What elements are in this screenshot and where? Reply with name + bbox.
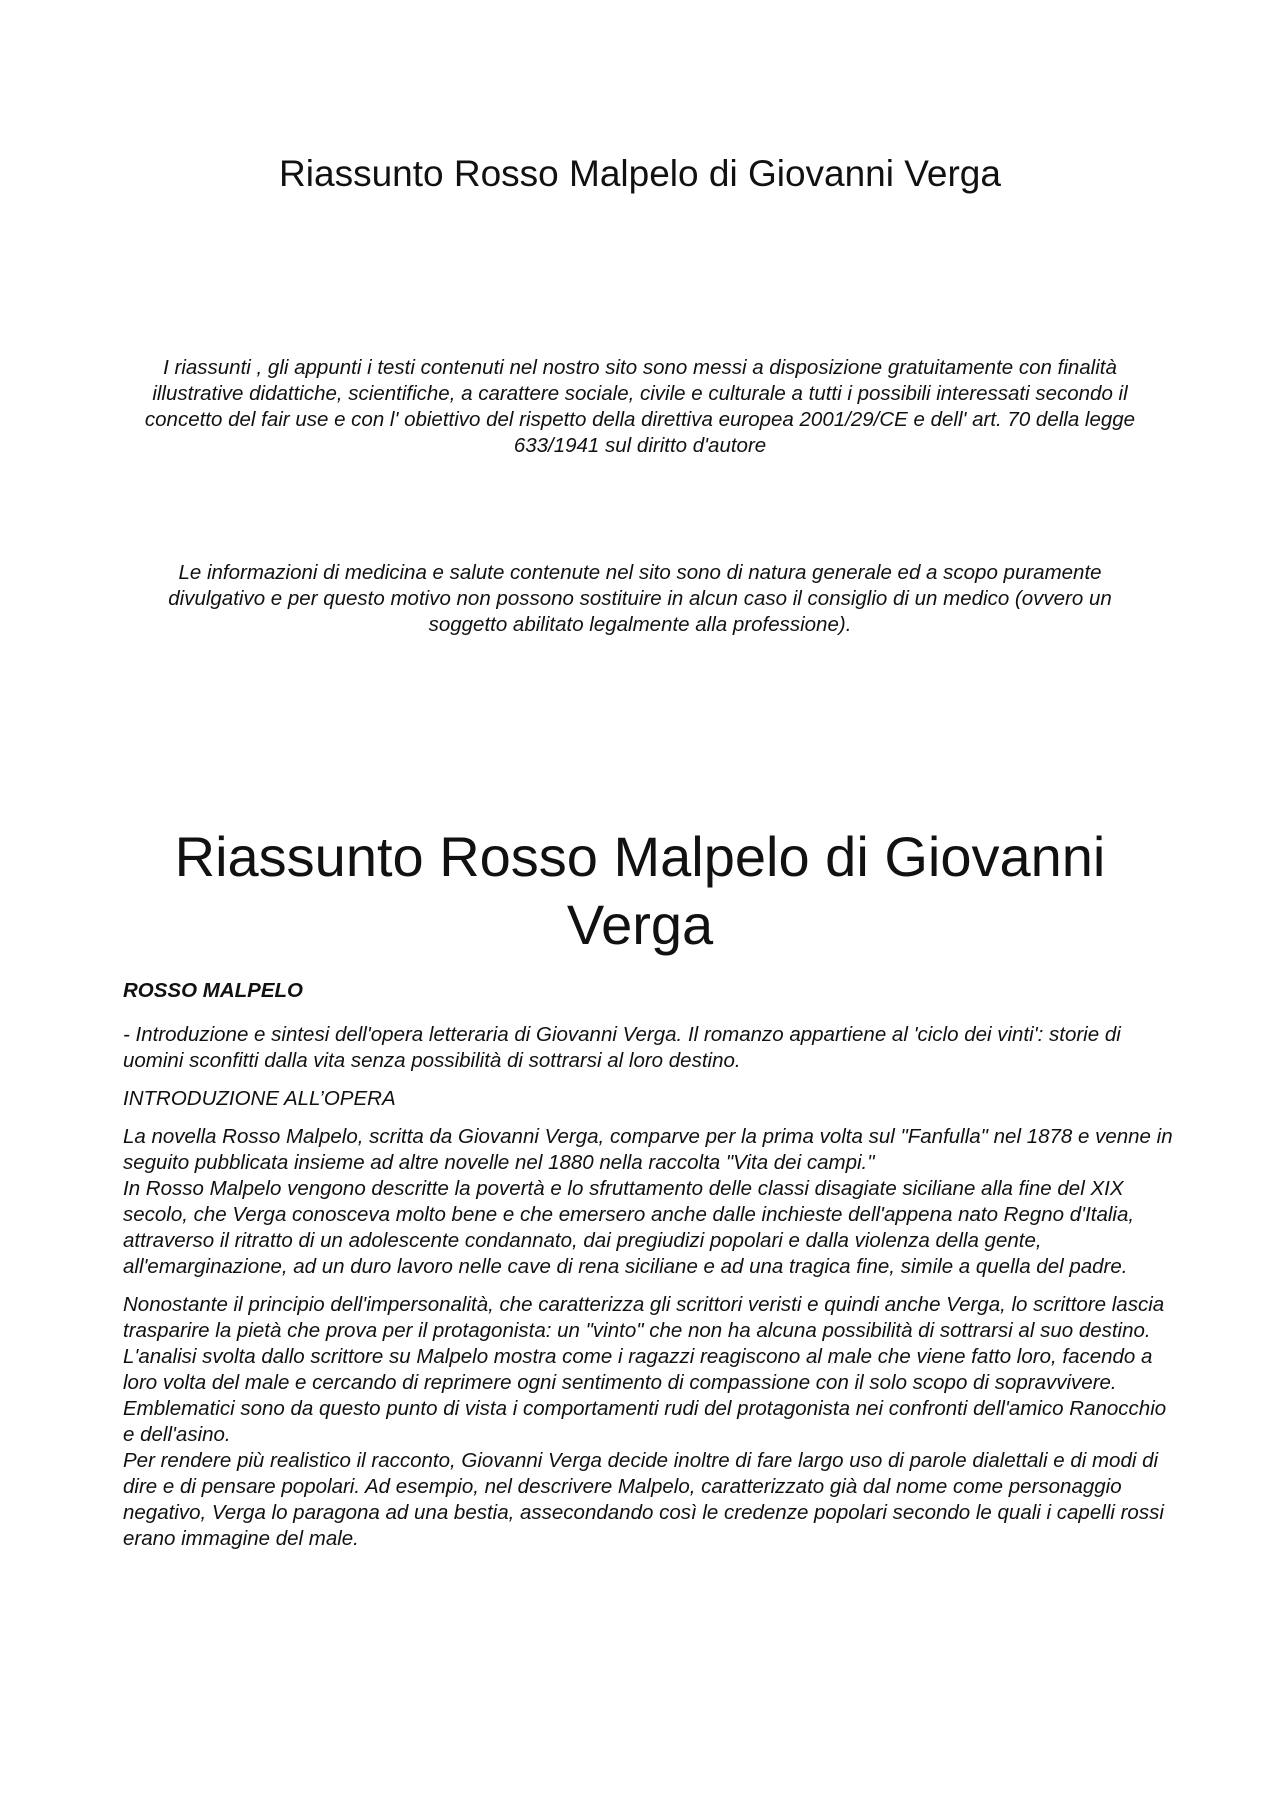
section-label: ROSSO MALPELO bbox=[123, 979, 303, 1002]
header-title: Riassunto Rosso Malpelo di Giovanni Verga bbox=[279, 153, 1001, 194]
body-paragraph: La novella Rosso Malpelo, scritta da Giovanni Verga, comparve per la prima volta sul "Fanfulla" nel 1878 e venne in seguito pubblicata insieme ad altre novelle nel 1880 nella raccolta "Vita dei campi." bbox=[123, 1125, 1173, 1174]
body-paragraph: In Rosso Malpelo vengono descritte la povertà e lo sfruttamento delle classi disagiate siciliane alla fine del XIX secolo, che Verga conosceva molto bene e che emersero anche dalle inchieste dell'appena nato Regno d'Italia, attraverso il ritratto di un adolescente condannato, dai pregiudizi popolari e dalla violenza della gente, all'emarginazione, ad un duro lavoro nelle cave di rena siciliane e ad una tragica fine, simile a quella del padre. bbox=[123, 1177, 1135, 1278]
article-title: Riassunto Rosso Malpelo di Giovanni Verga bbox=[174, 825, 1106, 956]
section-heading: INTRODUZIONE ALL’OPERA bbox=[123, 1087, 396, 1110]
body-paragraph: Emblematici sono da questo punto di vista i comportamenti rudi del protagonista nei confronti dell'amico Ranocchio e dell'asino. bbox=[123, 1397, 1167, 1446]
intro-paragraph: - Introduzione e sintesi dell'opera letteraria di Giovanni Verga. Il romanzo appartiene al 'ciclo dei vinti': storie di uomini sconfitti dalla vita senza possibilità di sottrarsi al loro destino. bbox=[123, 1023, 1121, 1072]
body-paragraph: Per rendere più realistico il racconto, Giovanni Verga decide inoltre di fare largo uso di parole dialettali e di modi di dire e di pensare popolari. Ad esempio, nel descrivere Malpelo, caratterizzato già dal nome come personaggio negativo, Verga lo paragona ad una bestia, assecondando così le credenze popolari secondo le quali i capelli rossi erano immagine del male. bbox=[123, 1449, 1164, 1550]
copyright-disclaimer: I riassunti , gli appunti i testi contenuti nel nostro sito sono messi a disposizione gratuitamente con finalità illustrative didattiche, scientifiche, a carattere sociale, civile e culturale a tutti i possibili interessati secondo il concetto del fair use e con l' obiettivo del rispetto della direttiva europea 2001/29/CE e dell' art. 70 della legge 633/1941 sul diritto d'autore bbox=[144, 356, 1136, 457]
article-body bbox=[123, 978, 1173, 1552]
body-paragraph: Nonostante il principio dell'impersonalità, che caratterizza gli scrittori veristi e quindi anche Verga, lo scrittore lascia trasparire la pietà che prova per il protagonista: un "vinto" che non ha alcuna possibilità di sottrarsi al suo destino. L'analisi svolta dallo scrittore su Malpelo mostra come i ragazzi reagiscono al male che viene fatto loro, facendo a loro volta del male e cercando di reprimere ogni sentimento di compassione con il solo scopo di sopravvivere. bbox=[123, 1293, 1165, 1394]
medical-disclaimer: Le informazioni di medicina e salute contenute nel sito sono di natura generale ed a scopo puramente divulgativo e per questo motivo non possono sostituire in alcun caso il consiglio di un medico (ovvero un soggetto abilitato legalmente alla professione). bbox=[168, 561, 1112, 636]
